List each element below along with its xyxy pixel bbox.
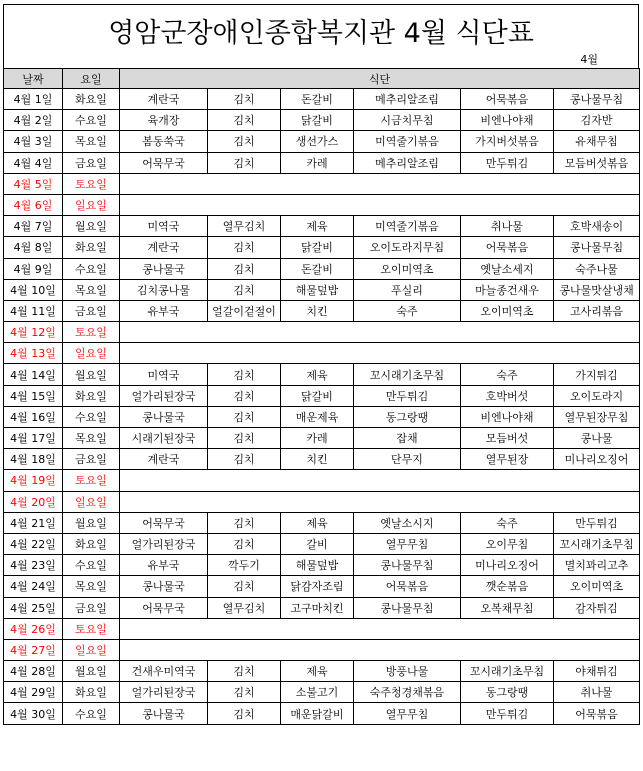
menu-cell: 꼬시래기초무침	[554, 533, 640, 554]
menu-cell: 김치	[208, 152, 281, 173]
menu-cell: 김치	[208, 533, 281, 554]
table-row	[4, 385, 640, 406]
date-cell: 4월 2일	[4, 110, 63, 131]
menu-cell: 김치	[208, 661, 281, 682]
menu-cell: 카레	[281, 152, 354, 173]
menu-cell: 얼가리된장국	[120, 533, 208, 554]
table-row	[4, 703, 640, 724]
date-cell: 4월 18일	[4, 449, 63, 470]
day-cell: 목요일	[63, 428, 120, 449]
header-day: 요일	[63, 69, 120, 89]
day-cell: 수요일	[63, 555, 120, 576]
date-cell: 4월 14일	[4, 364, 63, 385]
day-cell: 토요일	[63, 173, 120, 194]
day-cell: 월요일	[63, 661, 120, 682]
menu-cell: 오이무침	[461, 533, 554, 554]
menu-cell: 오이미역초	[554, 576, 640, 597]
menu-cell: 콩나물무침	[354, 555, 461, 576]
date-cell: 4월 26일	[4, 618, 63, 639]
menu-cell: 모듬버섯	[461, 428, 554, 449]
menu-cell: 매운제육	[281, 406, 354, 427]
menu-cell: 해물덮밥	[281, 555, 354, 576]
menu-cell: 어묵볶음	[461, 89, 554, 110]
menu-cell: 유채무침	[554, 131, 640, 152]
weekend-row	[4, 491, 640, 512]
menu-cell: 돈갈비	[281, 89, 354, 110]
menu-cell: 호박버섯	[461, 385, 554, 406]
menu-cell: 닭갈비	[281, 385, 354, 406]
menu-cell: 김치	[208, 364, 281, 385]
menu-cell: 닭갈비	[281, 237, 354, 258]
weekend-row	[4, 618, 640, 639]
day-cell: 토요일	[63, 618, 120, 639]
menu-cell: 옛날소시지	[354, 512, 461, 533]
day-cell: 수요일	[63, 110, 120, 131]
menu-cell: 갈비	[281, 533, 354, 554]
table-row	[4, 364, 640, 385]
menu-cell: 콩나물국	[120, 576, 208, 597]
menu-cell: 돈갈비	[281, 258, 354, 279]
menu-cell: 숙주나물	[554, 258, 640, 279]
menu-cell: 호박새송이	[554, 216, 640, 237]
table-row	[4, 152, 640, 173]
date-cell: 4월 5일	[4, 173, 63, 194]
menu-cell: 콩나물무침	[354, 597, 461, 618]
table-row	[4, 449, 640, 470]
date-cell: 4월 28일	[4, 661, 63, 682]
date-cell: 4월 21일	[4, 512, 63, 533]
menu-cell: 김치	[208, 89, 281, 110]
day-cell: 월요일	[63, 364, 120, 385]
menu-cell: 닭갈비	[281, 110, 354, 131]
date-cell: 4월 1일	[4, 89, 63, 110]
menu-cell: 미나리오징어	[554, 449, 640, 470]
menu-cell: 콩나물국	[120, 258, 208, 279]
table-row	[4, 89, 640, 110]
date-cell: 4월 15일	[4, 385, 63, 406]
date-cell: 4월 4일	[4, 152, 63, 173]
menu-cell: 콩나물무침	[554, 237, 640, 258]
menu-cell: 김치	[208, 131, 281, 152]
weekend-row	[4, 322, 640, 343]
day-cell: 일요일	[63, 194, 120, 215]
menu-cell: 김치	[208, 406, 281, 427]
menu-cell: 김치	[208, 703, 281, 724]
date-cell: 4월 30일	[4, 703, 63, 724]
table-row	[4, 131, 640, 152]
menu-cell: 열무김치	[208, 597, 281, 618]
day-cell: 월요일	[63, 512, 120, 533]
menu-cell: 멸치꽈리고추	[554, 555, 640, 576]
menu-cell: 감자튀김	[554, 597, 640, 618]
menu-cell: 깍두기	[208, 555, 281, 576]
menu-cell: 꼬시래기초무침	[461, 661, 554, 682]
menu-cell: 숙주청경채볶음	[354, 682, 461, 703]
menu-cell: 유부국	[120, 300, 208, 321]
table-row	[4, 258, 640, 279]
menu-cell: 미역국	[120, 364, 208, 385]
menu-cell: 동그랑땡	[354, 406, 461, 427]
menu-cell: 김치	[208, 428, 281, 449]
date-cell: 4월 9일	[4, 258, 63, 279]
empty-menu-cell	[120, 639, 640, 660]
day-cell: 목요일	[63, 131, 120, 152]
menu-cell: 오이미역초	[461, 300, 554, 321]
header-row	[4, 69, 640, 89]
date-cell: 4월 6일	[4, 194, 63, 215]
menu-cell: 계란국	[120, 237, 208, 258]
menu-cell: 콩나물국	[120, 703, 208, 724]
menu-cell: 취나물	[461, 216, 554, 237]
menu-cell: 만두튀김	[354, 385, 461, 406]
day-cell: 수요일	[63, 703, 120, 724]
month-label: 4월	[580, 53, 598, 66]
menu-cell: 김치	[208, 576, 281, 597]
table-row	[4, 597, 640, 618]
date-cell: 4월 20일	[4, 491, 63, 512]
menu-cell: 푸실리	[354, 279, 461, 300]
menu-cell: 방풍나물	[354, 661, 461, 682]
menu-cell: 오이미역초	[354, 258, 461, 279]
header-menu: 식단	[120, 69, 640, 89]
menu-cell: 얼갈이겉절이	[208, 300, 281, 321]
table-row	[4, 512, 640, 533]
menu-cell: 김치	[208, 110, 281, 131]
menu-cell: 꼬시래기초무침	[354, 364, 461, 385]
day-cell: 화요일	[63, 533, 120, 554]
date-cell: 4월 29일	[4, 682, 63, 703]
header-date: 날짜	[4, 69, 63, 89]
menu-cell: 생선가스	[281, 131, 354, 152]
menu-cell: 치킨	[281, 300, 354, 321]
date-cell: 4월 13일	[4, 343, 63, 364]
menu-cell: 고구마치킨	[281, 597, 354, 618]
menu-cell: 미역국	[120, 216, 208, 237]
date-cell: 4월 3일	[4, 131, 63, 152]
day-cell: 월요일	[63, 216, 120, 237]
table-row	[4, 237, 640, 258]
day-cell: 금요일	[63, 152, 120, 173]
table-row	[4, 555, 640, 576]
date-cell: 4월 24일	[4, 576, 63, 597]
menu-cell: 가지버섯볶음	[461, 131, 554, 152]
table-row	[4, 533, 640, 554]
menu-rows	[4, 89, 640, 725]
day-cell: 목요일	[63, 576, 120, 597]
title-box	[3, 4, 639, 68]
menu-cell: 단무지	[354, 449, 461, 470]
menu-cell: 제육	[281, 364, 354, 385]
menu-cell: 제육	[281, 216, 354, 237]
empty-menu-cell	[120, 618, 640, 639]
menu-cell: 얼가리된장국	[120, 385, 208, 406]
table-row	[4, 300, 640, 321]
menu-cell: 김치	[208, 237, 281, 258]
menu-cell: 계란국	[120, 89, 208, 110]
table-row	[4, 279, 640, 300]
menu-cell: 옛날소세지	[461, 258, 554, 279]
menu-cell: 김치	[208, 279, 281, 300]
page-title: 영암군장애인종합복지관 4월 식단표	[108, 18, 534, 49]
menu-cell: 미역줄기볶음	[354, 131, 461, 152]
day-cell: 금요일	[63, 300, 120, 321]
date-cell: 4월 17일	[4, 428, 63, 449]
menu-cell: 김치콩나물	[120, 279, 208, 300]
table-row	[4, 428, 640, 449]
menu-cell: 가지튀김	[554, 364, 640, 385]
date-cell: 4월 12일	[4, 322, 63, 343]
weekend-row	[4, 194, 640, 215]
table-row	[4, 110, 640, 131]
menu-cell: 얼가리된장국	[120, 682, 208, 703]
menu-cell: 비엔나야채	[461, 406, 554, 427]
menu-cell: 미나리오징어	[461, 555, 554, 576]
table-row	[4, 216, 640, 237]
weekend-row	[4, 343, 640, 364]
menu-cell: 김자반	[554, 110, 640, 131]
menu-cell: 계란국	[120, 449, 208, 470]
menu-cell: 야채튀김	[554, 661, 640, 682]
menu-cell: 김치	[208, 385, 281, 406]
menu-cell: 잡채	[354, 428, 461, 449]
menu-cell: 김치	[208, 449, 281, 470]
menu-cell: 김치	[208, 258, 281, 279]
date-cell: 4월 19일	[4, 470, 63, 491]
menu-cell: 카레	[281, 428, 354, 449]
menu-cell: 어묵볶음	[461, 237, 554, 258]
day-cell: 일요일	[63, 343, 120, 364]
table-row	[4, 682, 640, 703]
day-cell: 토요일	[63, 470, 120, 491]
menu-cell: 숙주	[354, 300, 461, 321]
day-cell: 수요일	[63, 406, 120, 427]
menu-cell: 열무된장무침	[554, 406, 640, 427]
date-cell: 4월 7일	[4, 216, 63, 237]
menu-cell: 메추리알조림	[354, 89, 461, 110]
date-cell: 4월 11일	[4, 300, 63, 321]
date-cell: 4월 22일	[4, 533, 63, 554]
day-cell: 화요일	[63, 385, 120, 406]
table-row	[4, 406, 640, 427]
empty-menu-cell	[120, 343, 640, 364]
menu-cell: 오이도라지	[554, 385, 640, 406]
day-cell: 화요일	[63, 237, 120, 258]
menu-cell: 콩나물국	[120, 406, 208, 427]
day-cell: 일요일	[63, 491, 120, 512]
menu-cell: 만두튀김	[461, 152, 554, 173]
day-cell: 화요일	[63, 89, 120, 110]
empty-menu-cell	[120, 470, 640, 491]
menu-cell: 해물덮밥	[281, 279, 354, 300]
menu-cell: 비엔나야채	[461, 110, 554, 131]
menu-cell: 깻순볶음	[461, 576, 554, 597]
table-row	[4, 661, 640, 682]
menu-cell: 동그랑땡	[461, 682, 554, 703]
day-cell: 금요일	[63, 449, 120, 470]
day-cell: 금요일	[63, 597, 120, 618]
day-cell: 토요일	[63, 322, 120, 343]
menu-cell: 김치	[208, 682, 281, 703]
empty-menu-cell	[120, 491, 640, 512]
menu-cell: 숙주	[461, 512, 554, 533]
menu-cell: 어묵무국	[120, 512, 208, 533]
menu-cell: 오복채무침	[461, 597, 554, 618]
menu-cell: 콩나물무침	[554, 89, 640, 110]
menu-cell: 시금치무침	[354, 110, 461, 131]
menu-cell: 제육	[281, 661, 354, 682]
date-cell: 4월 10일	[4, 279, 63, 300]
menu-cell: 어묵볶음	[354, 576, 461, 597]
menu-cell: 만두튀김	[461, 703, 554, 724]
menu-table	[3, 68, 640, 725]
day-cell: 일요일	[63, 639, 120, 660]
menu-cell: 미역줄기볶음	[354, 216, 461, 237]
menu-cell: 육개장	[120, 110, 208, 131]
empty-menu-cell	[120, 173, 640, 194]
menu-cell: 고사리볶음	[554, 300, 640, 321]
menu-cell: 열무된장	[461, 449, 554, 470]
day-cell: 목요일	[63, 279, 120, 300]
date-cell: 4월 16일	[4, 406, 63, 427]
menu-cell: 콩나물	[554, 428, 640, 449]
menu-cell: 매운닭갈비	[281, 703, 354, 724]
menu-cell: 시래기된장국	[120, 428, 208, 449]
menu-cell: 제육	[281, 512, 354, 533]
menu-cell: 유부국	[120, 555, 208, 576]
empty-menu-cell	[120, 322, 640, 343]
menu-cell: 숙주	[461, 364, 554, 385]
menu-cell: 어묵볶음	[554, 703, 640, 724]
day-cell: 화요일	[63, 682, 120, 703]
weekend-row	[4, 173, 640, 194]
date-cell: 4월 8일	[4, 237, 63, 258]
menu-cell: 어묵무국	[120, 597, 208, 618]
day-cell: 수요일	[63, 258, 120, 279]
menu-cell: 모듬버섯볶음	[554, 152, 640, 173]
menu-cell: 열무무침	[354, 703, 461, 724]
menu-cell: 오이도라지무침	[354, 237, 461, 258]
date-cell: 4월 23일	[4, 555, 63, 576]
table-row	[4, 576, 640, 597]
menu-cell: 어묵무국	[120, 152, 208, 173]
menu-cell: 봄동쑥국	[120, 131, 208, 152]
menu-cell: 콩나물맛살냉채	[554, 279, 640, 300]
menu-cell: 건새우미역국	[120, 661, 208, 682]
menu-cell: 닭감자조림	[281, 576, 354, 597]
menu-cell: 열무무침	[354, 533, 461, 554]
menu-sheet	[3, 4, 639, 725]
empty-menu-cell	[120, 194, 640, 215]
menu-cell: 김치	[208, 512, 281, 533]
menu-cell: 열무김치	[208, 216, 281, 237]
menu-cell: 소불고기	[281, 682, 354, 703]
menu-cell: 만두튀김	[554, 512, 640, 533]
weekend-row	[4, 470, 640, 491]
menu-cell: 취나물	[554, 682, 640, 703]
weekend-row	[4, 639, 640, 660]
date-cell: 4월 27일	[4, 639, 63, 660]
menu-cell: 마늘종건새우	[461, 279, 554, 300]
date-cell: 4월 25일	[4, 597, 63, 618]
menu-cell: 메추리알조림	[354, 152, 461, 173]
menu-cell: 치킨	[281, 449, 354, 470]
